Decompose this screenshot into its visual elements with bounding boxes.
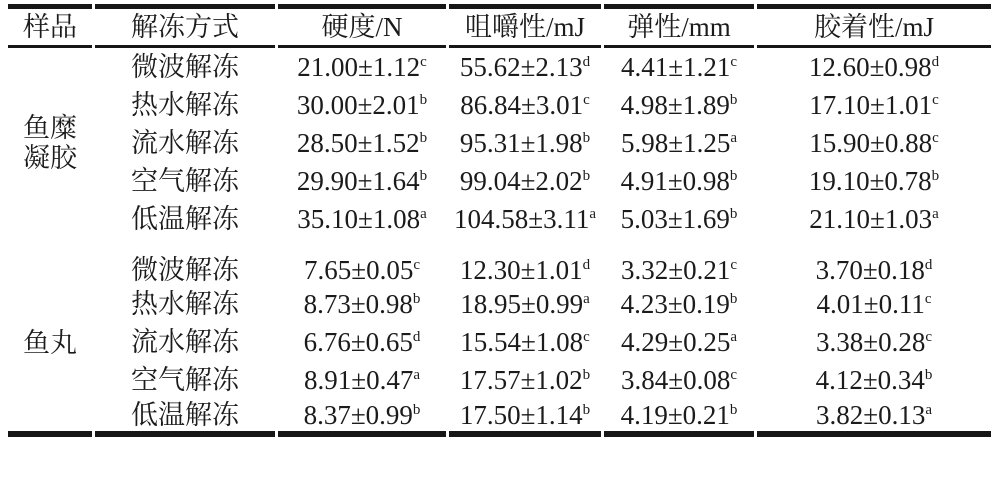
table-row (8, 238, 991, 285)
value-cell (757, 200, 991, 238)
value-cell (604, 124, 754, 162)
value-cell (278, 48, 446, 86)
value-cell (757, 86, 991, 124)
measurement-value: 4.91±0.98 (620, 165, 730, 196)
measurement-value: 12.60±0.98 (808, 51, 932, 82)
measurement-value: 35.10±1.08 (297, 203, 421, 234)
sample-group-2 (8, 238, 991, 437)
measurement-value: 86.84±3.01 (460, 89, 584, 120)
column-header-5: 弹性/mm (604, 4, 754, 48)
value-cell (604, 285, 754, 323)
table-row (8, 200, 991, 238)
measurement-value: 21.10±1.03 (809, 203, 933, 234)
table-header-row (8, 4, 991, 48)
measurement-value: 55.62±2.13 (459, 51, 583, 82)
value-cell (278, 124, 446, 162)
table-row (8, 48, 991, 86)
significance-letter: b (931, 167, 940, 184)
measurement-value: 99.04±2.02 (459, 165, 583, 196)
table-row (8, 162, 991, 200)
value-cell (449, 200, 601, 238)
measurement-value: 104.58±3.11 (454, 203, 590, 234)
column-header-3: 硬度/N (278, 4, 446, 48)
significance-letter: c (730, 53, 737, 70)
value-cell (757, 323, 991, 361)
value-cell (604, 323, 754, 361)
significance-letter: b (582, 367, 591, 384)
significance-letter: a (730, 129, 737, 146)
significance-letter: b (729, 291, 738, 308)
value-cell (449, 361, 601, 399)
measurement-value: 4.29±0.25 (621, 327, 731, 358)
measurement-value: 15.90±0.88 (809, 127, 933, 158)
table-row (8, 86, 991, 124)
significance-letter: c (730, 367, 737, 384)
value-cell (278, 323, 446, 361)
measurement-value: 7.65±0.05 (304, 255, 414, 285)
measurement-value: 8.73±0.98 (303, 289, 413, 320)
measurement-value: 95.31±1.98 (459, 127, 583, 158)
texture-table (5, 4, 994, 437)
column-header-4: 咀嚼性/mJ (449, 4, 601, 48)
measurement-value: 18.95±0.99 (460, 289, 584, 320)
significance-letter: b (412, 402, 421, 419)
value-cell (278, 86, 446, 124)
value-cell (604, 86, 754, 124)
method-cell: 微波解冻 (131, 51, 239, 82)
significance-letter: b (419, 167, 428, 184)
significance-letter: c (420, 53, 427, 70)
significance-letter: b (582, 167, 591, 184)
measurement-value: 19.10±0.78 (808, 165, 932, 196)
value-cell (449, 48, 601, 86)
table-row (8, 323, 991, 361)
measurement-value: 3.70±0.18 (815, 255, 925, 285)
significance-letter: c (925, 329, 932, 346)
method-cell: 微波解冻 (131, 255, 239, 285)
significance-letter: a (589, 205, 596, 222)
measurement-value: 3.38±0.28 (816, 327, 926, 358)
measurement-value: 3.82±0.13 (816, 400, 926, 431)
measurement-value: 8.37±0.99 (303, 400, 413, 431)
value-cell (757, 399, 991, 437)
value-cell (278, 200, 446, 238)
significance-letter: a (925, 402, 932, 419)
significance-letter: c (932, 91, 939, 108)
significance-letter: b (729, 167, 738, 184)
method-cell: 流水解冻 (131, 127, 239, 158)
measurement-value: 5.03±1.69 (620, 203, 730, 234)
value-cell (278, 238, 446, 285)
measurement-value: 4.98±1.89 (620, 89, 730, 120)
measurement-value: 21.00±1.12 (297, 51, 421, 82)
measurement-value: 3.84±0.08 (621, 365, 731, 396)
value-cell (757, 238, 991, 285)
significance-letter: d (412, 329, 421, 346)
measurement-value: 30.00±2.01 (296, 89, 420, 120)
significance-letter: c (932, 129, 939, 146)
column-header-6: 胶着性/mJ (757, 4, 991, 48)
significance-letter: a (420, 205, 427, 222)
significance-letter: d (931, 53, 940, 70)
method-cell: 空气解冻 (131, 365, 239, 396)
measurement-value: 29.90±1.64 (296, 165, 420, 196)
measurement-value: 4.19±0.21 (620, 400, 730, 431)
table-row (8, 285, 991, 323)
significance-letter: d (582, 53, 591, 70)
measurement-value: 15.54±1.08 (460, 327, 584, 358)
significance-letter: c (730, 257, 737, 273)
column-header-1: 样品 (8, 4, 92, 48)
significance-letter: a (932, 205, 939, 222)
value-cell (757, 361, 991, 399)
measurement-value: 5.98±1.25 (621, 127, 731, 158)
value-cell (278, 162, 446, 200)
value-cell (278, 399, 446, 437)
measurement-value: 3.32±0.21 (621, 255, 731, 285)
value-cell (604, 48, 754, 86)
value-cell (449, 238, 601, 285)
value-cell (449, 124, 601, 162)
value-cell (449, 86, 601, 124)
table-row (8, 399, 991, 437)
method-cell: 低温解冻 (131, 203, 239, 234)
value-cell (449, 399, 601, 437)
value-cell (604, 238, 754, 285)
value-cell (757, 48, 991, 86)
significance-letter: b (419, 91, 428, 108)
method-cell: 热水解冻 (131, 289, 239, 320)
significance-letter: c (583, 329, 590, 346)
value-cell (604, 361, 754, 399)
significance-letter: b (729, 402, 738, 419)
measurement-value: 6.76±0.65 (303, 327, 413, 358)
value-cell (604, 399, 754, 437)
method-cell: 热水解冻 (131, 89, 239, 120)
significance-letter: a (413, 367, 420, 384)
method-cell: 空气解冻 (131, 165, 239, 196)
measurement-value: 4.23±0.19 (620, 289, 730, 320)
significance-letter: b (729, 91, 738, 108)
value-cell (757, 162, 991, 200)
value-cell (449, 323, 601, 361)
measurement-value: 12.30±1.01 (459, 255, 583, 285)
significance-letter: d (582, 257, 591, 273)
measurement-value: 28.50±1.52 (296, 127, 420, 158)
significance-letter: c (583, 91, 590, 108)
method-cell: 低温解冻 (95, 399, 275, 437)
value-cell (449, 162, 601, 200)
table-row (8, 124, 991, 162)
column-header-2: 解冻方式 (95, 4, 275, 48)
measurement-value: 8.91±0.47 (304, 365, 414, 396)
value-cell (757, 124, 991, 162)
significance-letter: d (924, 257, 933, 273)
significance-letter: a (583, 291, 590, 308)
measurement-value: 17.50±1.14 (459, 400, 583, 431)
measurement-value: 4.12±0.34 (815, 365, 925, 396)
value-cell (278, 285, 446, 323)
measurement-value: 4.41±1.21 (621, 51, 731, 82)
measurement-value: 17.10±1.01 (809, 89, 933, 120)
significance-letter: c (924, 291, 932, 308)
significance-letter: b (729, 205, 738, 222)
significance-letter: b (582, 129, 591, 146)
significance-letter: a (730, 329, 737, 346)
value-cell (278, 361, 446, 399)
value-cell (449, 285, 601, 323)
value-cell (604, 162, 754, 200)
sample-cell: 鱼丸 (8, 238, 92, 437)
significance-letter: b (412, 291, 421, 308)
significance-letter: b (924, 367, 933, 384)
sample-cell: 鱼糜 凝胶 (23, 112, 77, 173)
significance-letter: b (582, 402, 591, 419)
value-cell (757, 285, 991, 323)
sample-group-1 (8, 48, 991, 238)
value-cell (604, 200, 754, 238)
method-cell: 流水解冻 (131, 327, 239, 358)
significance-letter: c (413, 257, 420, 273)
significance-letter: b (419, 129, 428, 146)
measurement-value: 17.57±1.02 (459, 365, 583, 396)
table-head (8, 4, 991, 48)
measurement-value: 4.01±0.11 (816, 289, 925, 320)
table-row (8, 361, 991, 399)
